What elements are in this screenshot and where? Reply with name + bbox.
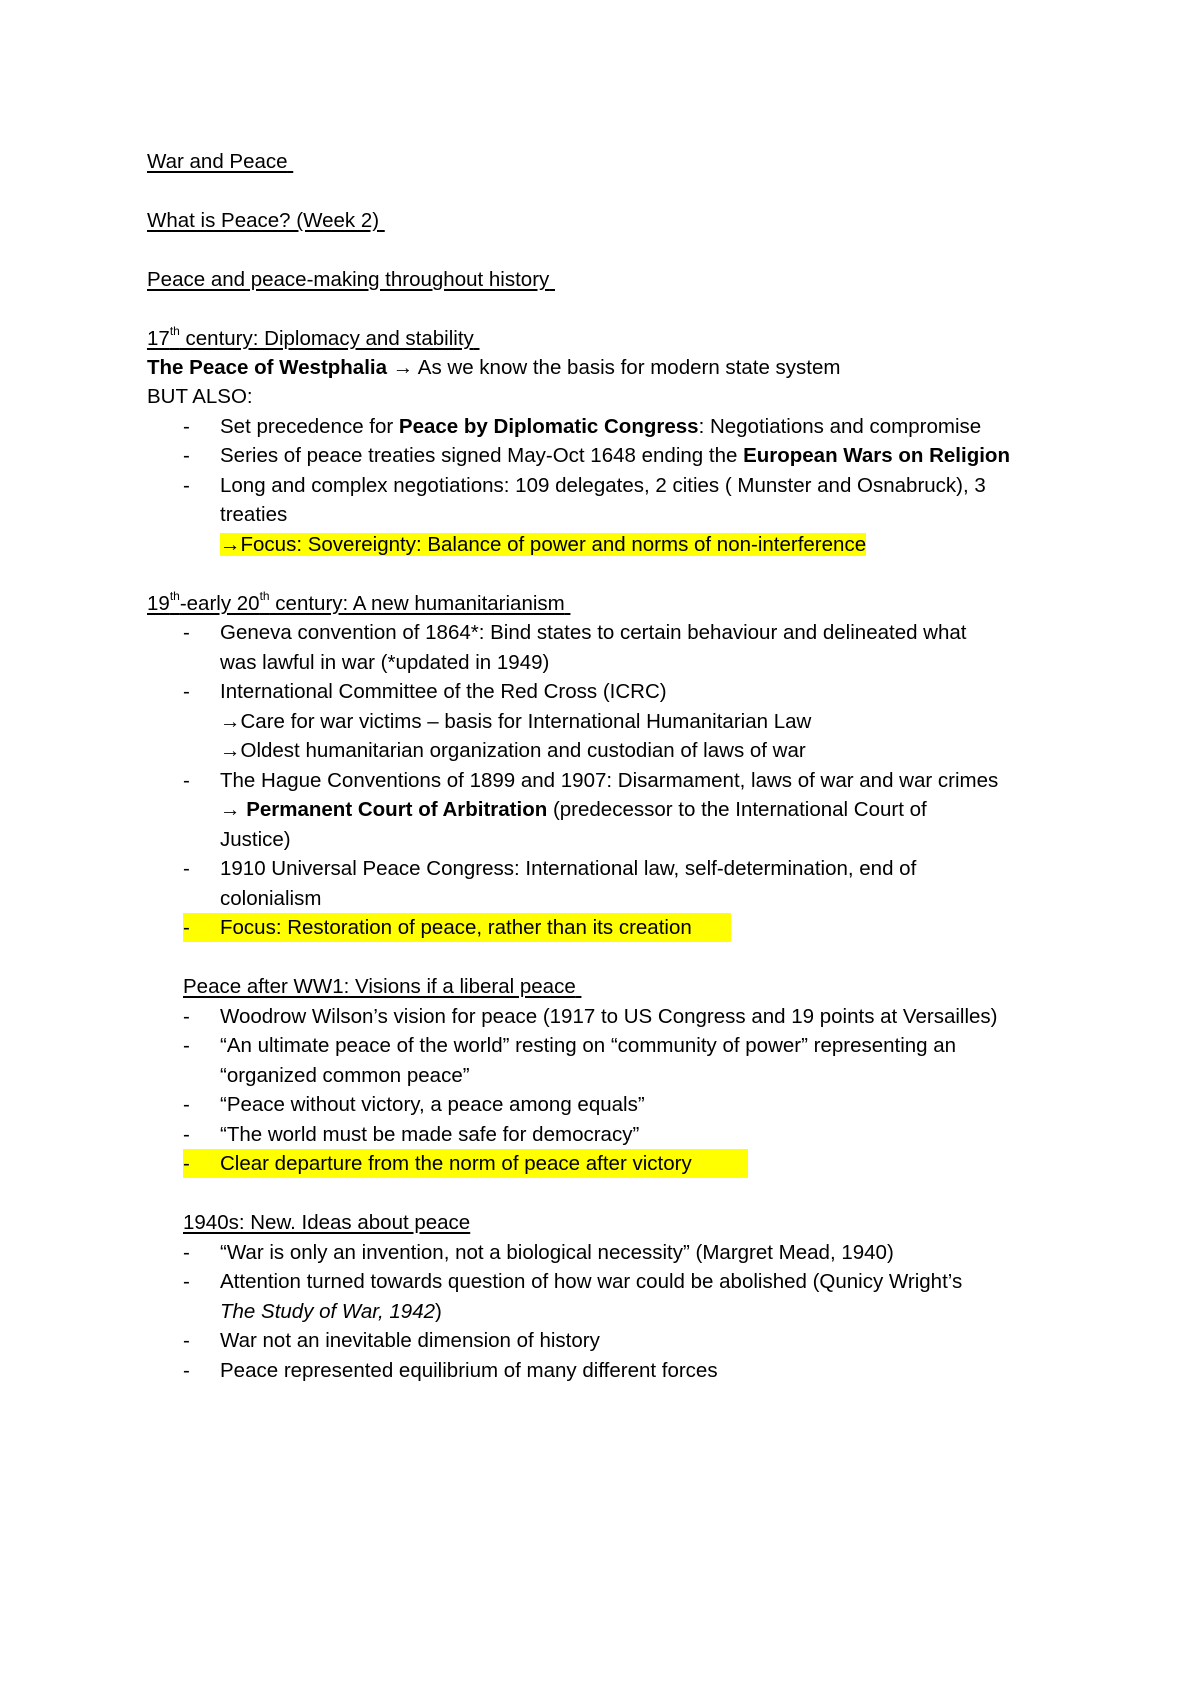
heading-17-rest: century: Diplomacy and stability [179, 327, 474, 350]
section-heading [147, 265, 555, 295]
item-text: ) [435, 1300, 442, 1323]
list-item: War not an inevitable dimension of history [220, 1329, 600, 1352]
item-text: Set precedence for [220, 415, 399, 438]
but-also: BUT ALSO: [147, 385, 253, 408]
bullet-icon: - [183, 1093, 190, 1116]
bullet-icon: - [183, 1359, 190, 1382]
bullet-icon: - [183, 444, 190, 467]
list-item-continuation: treaties [220, 503, 288, 526]
item-bold: European Wars on Religion [743, 444, 1010, 467]
bullet-icon: - [183, 916, 190, 939]
document-title [147, 147, 293, 177]
document-subtitle [147, 206, 385, 236]
heading-19-rest: century: A new humanitarianism [269, 592, 565, 615]
bullet-icon: - [183, 1005, 190, 1028]
highlighted-text: →Focus: Sovereignty: Balance of power and norms of non-interference [220, 533, 867, 556]
focus-highlight [220, 530, 866, 560]
list-item-highlighted: Focus: Restoration of peace, rather than its creation [220, 916, 692, 939]
arrow-icon: → [220, 798, 241, 821]
item-text: : Negotiations and compromise [698, 415, 982, 438]
bullet-icon: - [183, 1123, 190, 1146]
bullet-icon: - [183, 769, 190, 792]
bullet-icon: - [183, 1152, 190, 1175]
bullet-icon: - [183, 680, 190, 703]
list-item: “The world must be made safe for democracy” [220, 1123, 640, 1146]
list-item: “Peace without victory, a peace among equals” [220, 1093, 645, 1116]
list-item [220, 441, 1010, 471]
list-item: International Committee of the Red Cross (ICRC) [220, 680, 667, 703]
item-bold: Permanent Court of Arbitration [240, 798, 548, 821]
list-item: Long and complex negotiations: 109 delegates, 2 cities ( Munster and Osnabruck), 3 [220, 474, 986, 497]
list-item-continuation: →Oldest humanitarian organization and custodian of laws of war [220, 739, 806, 762]
list-item-continuation: “organized common peace” [220, 1064, 470, 1087]
list-item: “An ultimate peace of the world” resting on “community of power” representing an [220, 1034, 957, 1057]
section-heading-text: Peace and peace-making throughout history [147, 268, 550, 291]
list-item: “War is only an invention, not a biological necessity” (Margret Mead, 1940) [220, 1241, 894, 1264]
westphalia-line [147, 353, 841, 383]
heading-1940s [183, 1208, 470, 1238]
subtitle-text: What is Peace? (Week 2) [147, 209, 380, 232]
list-item: The Hague Conventions of 1899 and 1907: Disarmament, laws of war and war crimes [220, 769, 999, 792]
list-item [220, 412, 981, 442]
bullet-icon: - [183, 621, 190, 644]
heading-19-sup: th [169, 589, 180, 604]
list-item-highlighted: Clear departure from the norm of peace after victory [220, 1152, 692, 1175]
list-item-continuation: Justice) [220, 828, 291, 851]
westphalia-bold: The Peace of Westphalia [147, 356, 388, 379]
list-item-continuation: →Care for war victims – basis for International Humanitarian Law [220, 710, 812, 733]
heading-ww1-text: Peace after WW1: Visions if a liberal peace [183, 975, 576, 998]
heading-19-mid: -early 20 [179, 592, 260, 615]
heading-1940s-text: 1940s: New. Ideas about peace [183, 1211, 471, 1234]
heading-17-sup: th [169, 324, 180, 339]
bullet-icon: - [183, 857, 190, 880]
bullet-icon: - [183, 1034, 190, 1057]
heading-17-num: 17 [147, 327, 170, 350]
bullet-icon: - [183, 474, 190, 497]
list-item: 1910 Universal Peace Congress: International law, self-determination, end of [220, 857, 917, 880]
heading-19th-century [147, 589, 570, 619]
list-item: Woodrow Wilson’s vision for peace (1917 to US Congress and 19 points at Versailles) [220, 1005, 998, 1028]
heading-17th-century [147, 324, 480, 354]
westphalia-rest: As we know the basis for modern state system [413, 356, 841, 379]
bullet-icon: - [183, 1241, 190, 1264]
list-item-continuation: colonialism [220, 887, 322, 910]
list-item-continuation [220, 1297, 442, 1327]
title-text: War and Peace [147, 150, 288, 173]
heading-19-num: 19 [147, 592, 170, 615]
bullet-icon: - [183, 1329, 190, 1352]
list-item: Peace represented equilibrium of many different forces [220, 1359, 718, 1382]
item-text: (predecessor to the International Court of [547, 798, 927, 821]
arrow-icon: → [392, 356, 414, 379]
heading-ww1 [183, 972, 581, 1002]
bullet-icon: - [183, 415, 190, 438]
book-title: The Study of War, 1942 [220, 1300, 435, 1323]
bullet-icon: - [183, 1270, 190, 1293]
list-item: Attention turned towards question of how war could be abolished (Qunicy Wright’s [220, 1270, 963, 1293]
item-text: Series of peace treaties signed May-Oct 1648 ending the [220, 444, 744, 467]
list-item: Geneva convention of 1864*: Bind states to certain behaviour and delineated what [220, 621, 967, 644]
heading-20-sup: th [259, 589, 270, 604]
list-item-continuation: was lawful in war (*updated in 1949) [220, 651, 550, 674]
list-item-continuation [220, 795, 927, 825]
item-bold: Peace by Diplomatic Congress [398, 415, 699, 438]
